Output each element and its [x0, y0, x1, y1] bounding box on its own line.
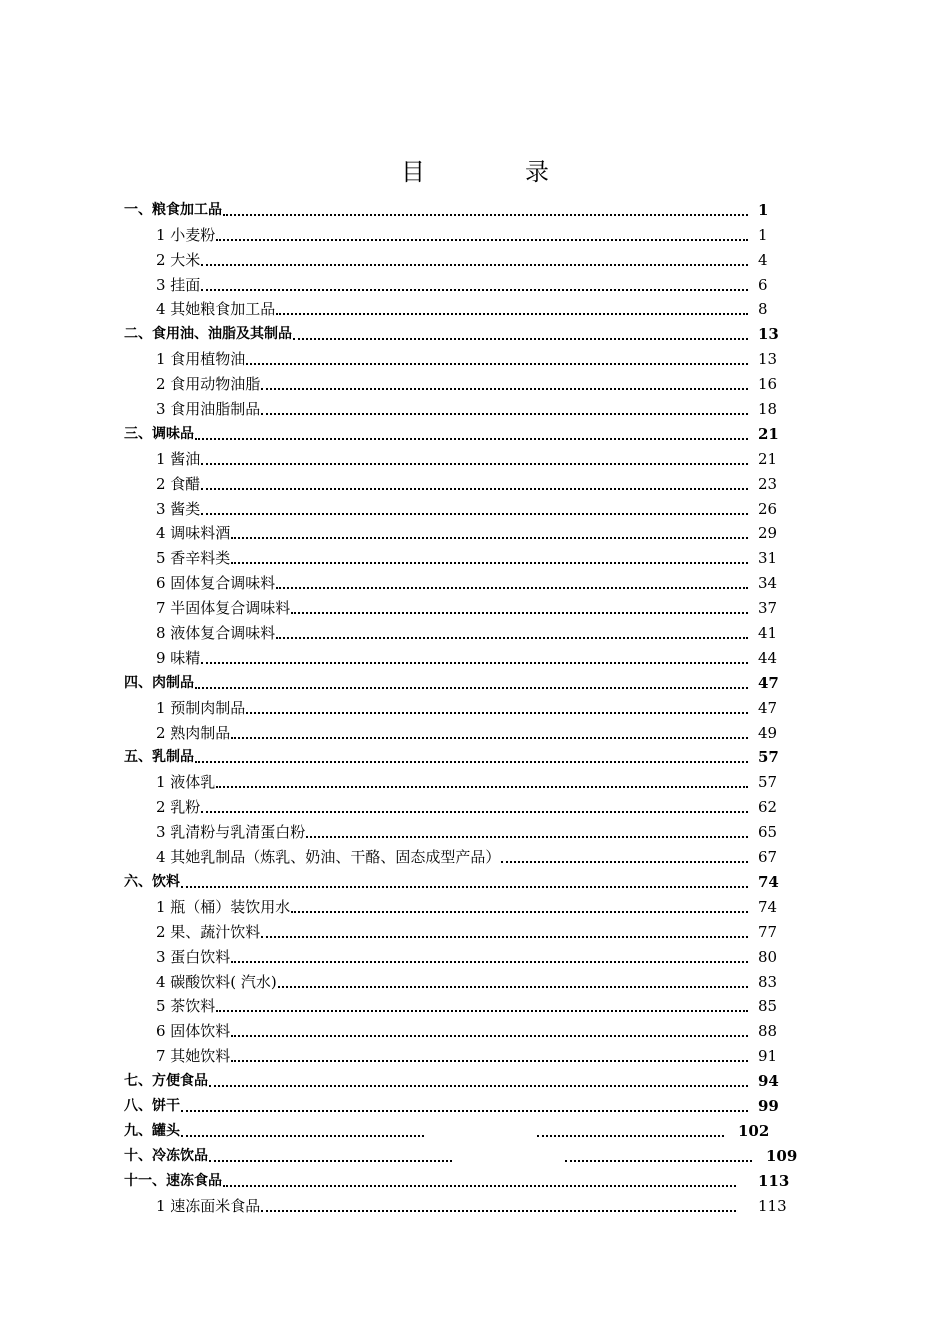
dot-leader — [201, 289, 748, 291]
toc-section-row[interactable] — [124, 219, 794, 244]
toc-page-number: 113 — [758, 1196, 787, 1215]
dot-leader — [181, 1135, 424, 1137]
toc-section-row[interactable] — [124, 966, 794, 991]
dot-leader — [216, 786, 748, 788]
toc-section-row[interactable] — [124, 791, 794, 816]
dot-leader — [201, 811, 748, 813]
toc-entry-label: 2 食醋 — [156, 474, 201, 493]
toc-chapter-row[interactable] — [124, 318, 794, 343]
toc-page-number: 57 — [758, 748, 779, 767]
toc-section-row[interactable] — [124, 443, 794, 468]
toc-page-number: 85 — [758, 997, 778, 1016]
toc-entry-label: 二、食用油、油脂及其制品 — [124, 326, 292, 343]
toc-page-number: 57 — [758, 773, 778, 792]
dot-leader — [261, 413, 748, 415]
toc-section-row[interactable] — [124, 368, 794, 393]
toc-chapter-row[interactable] — [124, 1165, 794, 1190]
toc-entry-label: 十一、速冻食品 — [124, 1172, 222, 1189]
toc-entry-label: 3 酱类 — [156, 499, 201, 518]
dot-leader — [223, 1185, 736, 1187]
toc-page-number: 13 — [758, 325, 779, 344]
toc-page-number: 74 — [758, 897, 778, 916]
dot-leader — [537, 1135, 724, 1137]
toc-chapter-row[interactable] — [124, 418, 794, 443]
toc-section-row[interactable] — [124, 468, 794, 493]
toc-entry-label: 6 固体复合调味料 — [156, 574, 276, 593]
toc-page-number: 62 — [758, 798, 778, 817]
toc-entry-label: 九、罐头 — [124, 1122, 180, 1139]
toc-entry-label: 2 大米 — [156, 250, 201, 269]
toc-entry-label: 1 液体乳 — [156, 773, 216, 792]
toc-entry-label: 8 液体复合调味料 — [156, 624, 276, 643]
dot-leader — [223, 214, 748, 216]
toc-page-number: 99 — [758, 1096, 779, 1115]
toc-page-number: 47 — [758, 673, 779, 692]
dot-leader — [216, 239, 748, 241]
dot-leader — [201, 662, 748, 664]
dot-leader — [293, 338, 748, 340]
toc-page-number: 83 — [758, 972, 778, 991]
dot-leader — [231, 1035, 748, 1037]
dot-leader — [306, 836, 748, 838]
toc-section-row[interactable] — [124, 717, 794, 742]
toc-page-number: 21 — [758, 424, 779, 443]
dot-leader — [195, 761, 748, 763]
dot-leader — [195, 687, 748, 689]
toc-entry-label: 5 茶饮料 — [156, 997, 216, 1016]
dot-leader — [261, 1210, 736, 1212]
toc-page-number: 26 — [758, 499, 778, 518]
toc-section-row[interactable] — [124, 567, 794, 592]
toc-page-number: 109 — [766, 1146, 798, 1165]
dot-leader — [246, 363, 748, 365]
toc-entry-label: 2 果、蔬汁饮料 — [156, 922, 261, 941]
toc-entry-label: 6 固体饮料 — [156, 1022, 231, 1041]
dot-leader — [278, 986, 748, 988]
toc-chapter-row[interactable] — [124, 742, 794, 767]
toc-entry-label: 4 其她粮食加工品 — [156, 300, 276, 319]
toc-page-number: 77 — [758, 922, 778, 941]
toc-page-number: 102 — [738, 1121, 770, 1140]
dot-leader — [201, 463, 748, 465]
toc-section-row[interactable] — [124, 816, 794, 841]
dot-leader — [565, 1160, 752, 1162]
toc-entry-label: 2 乳粉 — [156, 798, 201, 817]
toc-entry-label: 1 小麦粉 — [156, 225, 216, 244]
toc-page-number: 74 — [758, 872, 779, 891]
toc-section-row[interactable] — [124, 617, 794, 642]
toc-page-number: 37 — [758, 599, 778, 618]
toc-section-row[interactable] — [124, 841, 794, 866]
toc-page-number: 29 — [758, 524, 778, 543]
toc-entry-label: 1 预制肉制品 — [156, 698, 246, 717]
toc-page-number: 8 — [758, 300, 768, 319]
toc-page-number: 41 — [758, 624, 778, 643]
dot-leader — [231, 537, 748, 539]
toc-section-row[interactable] — [124, 592, 794, 617]
toc-chapter-row[interactable] — [124, 1115, 794, 1140]
toc-section-row[interactable] — [124, 518, 794, 543]
toc-entry-label: 9 味精 — [156, 648, 201, 667]
toc-page-number: 80 — [758, 947, 778, 966]
toc-entry-label: 3 挂面 — [156, 275, 201, 294]
toc-page-number: 18 — [758, 400, 778, 419]
toc-page-number: 6 — [758, 275, 768, 294]
toc-page-number: 34 — [758, 574, 778, 593]
toc-page-number: 1 — [758, 225, 768, 244]
toc-chapter-row[interactable] — [124, 1140, 798, 1165]
dot-leader — [501, 861, 748, 863]
toc-entry-label: 3 食用油脂制品 — [156, 400, 261, 419]
dot-leader — [195, 438, 748, 440]
dot-leader — [181, 886, 748, 888]
toc-page-number: 88 — [758, 1022, 778, 1041]
dot-leader — [231, 737, 748, 739]
toc-page-number: 21 — [758, 449, 778, 468]
toc-section-row[interactable] — [124, 891, 794, 916]
toc-section-row[interactable] — [124, 493, 794, 518]
toc-entry-label: 三、调味品 — [124, 425, 194, 442]
toc-entry-label: 2 食用动物油脂 — [156, 375, 261, 394]
dot-leader — [261, 936, 748, 938]
toc-page-number: 1 — [758, 200, 769, 219]
toc-page-number: 44 — [758, 648, 778, 667]
toc-entry-label: 十、冷冻饮品 — [124, 1147, 208, 1164]
toc-page-number: 4 — [758, 250, 768, 269]
toc-section-row[interactable] — [124, 766, 794, 791]
dot-leader — [291, 911, 748, 913]
dot-leader — [276, 587, 748, 589]
toc-entry-label: 五、乳制品 — [124, 749, 194, 766]
toc-entry-label: 7 半固体复合调味料 — [156, 599, 291, 618]
toc-section-row[interactable] — [124, 542, 794, 567]
dot-leader — [181, 1110, 748, 1112]
dot-leader — [209, 1160, 452, 1162]
toc-section-row[interactable] — [124, 991, 794, 1016]
toc-page-number: 67 — [758, 848, 778, 867]
toc-page-number: 13 — [758, 350, 778, 369]
dot-leader — [209, 1085, 748, 1087]
toc-entry-label: 7 其她饮料 — [156, 1047, 231, 1066]
toc-entry-label: 3 乳清粉与乳清蛋白粉 — [156, 823, 306, 842]
toc-section-row[interactable] — [124, 294, 794, 319]
toc-chapter-row[interactable] — [124, 667, 794, 692]
toc-chapter-row[interactable] — [124, 194, 794, 219]
toc-section-row[interactable] — [124, 642, 794, 667]
dot-leader — [231, 1060, 748, 1062]
toc-page-number: 94 — [758, 1072, 779, 1091]
toc-entry-label: 3 蛋白饮料 — [156, 947, 231, 966]
toc-section-row[interactable] — [124, 393, 794, 418]
toc-page-number: 47 — [758, 698, 778, 717]
toc-section-row[interactable] — [124, 1015, 794, 1040]
toc-section-row[interactable] — [124, 269, 794, 294]
dot-leader — [201, 488, 748, 490]
dot-leader — [246, 712, 748, 714]
toc-entry-label: 一、粮食加工品 — [124, 201, 222, 218]
toc-entry-label: 1 速冻面米食品 — [156, 1196, 261, 1215]
dot-leader — [291, 612, 748, 614]
dot-leader — [276, 313, 748, 315]
toc-entry-label: 4 调味料酒 — [156, 524, 231, 543]
toc-section-row[interactable] — [124, 692, 794, 717]
toc-entry-label: 1 酱油 — [156, 449, 201, 468]
toc-entry-label: 1 瓶（桶）装饮用水 — [156, 897, 291, 916]
toc-section-row[interactable] — [124, 1040, 794, 1065]
dot-leader — [231, 961, 748, 963]
toc-page-number: 31 — [758, 549, 778, 568]
dot-leader — [276, 637, 748, 639]
toc-section-row[interactable] — [124, 916, 794, 941]
dot-leader — [261, 388, 748, 390]
toc-entry-label: 2 熟肉制品 — [156, 723, 231, 742]
toc-chapter-row[interactable] — [124, 1090, 794, 1115]
toc-entry-label: 八、饼干 — [124, 1097, 180, 1114]
toc-page-number: 113 — [758, 1171, 790, 1190]
dot-leader — [201, 513, 748, 515]
dot-leader — [231, 562, 748, 564]
toc-section-row[interactable] — [124, 244, 794, 269]
page-title: 目 录 — [401, 158, 587, 186]
toc-entry-label: 4 碳酸饮料( 汽水) — [156, 972, 277, 991]
toc-entry-label: 六、饮料 — [124, 873, 180, 890]
dot-leader — [201, 264, 748, 266]
toc-page-number: 16 — [758, 375, 778, 394]
dot-leader — [216, 1010, 748, 1012]
toc-chapter-row[interactable] — [124, 866, 794, 891]
toc-entry-label: 七、方便食品 — [124, 1073, 208, 1090]
toc-chapter-row[interactable] — [124, 1065, 794, 1090]
toc-page-number: 49 — [758, 723, 778, 742]
toc-page-number: 91 — [758, 1047, 778, 1066]
toc-entry-label: 5 香辛料类 — [156, 549, 231, 568]
toc-page-number: 65 — [758, 823, 778, 842]
table-of-contents — [124, 194, 798, 1215]
toc-entry-label: 1 食用植物油 — [156, 350, 246, 369]
toc-section-row[interactable] — [124, 343, 794, 368]
toc-entry-label: 4 其她乳制品（炼乳、奶油、干酪、固态成型产品） — [156, 848, 501, 867]
toc-section-row[interactable] — [124, 1190, 794, 1215]
toc-section-row[interactable] — [124, 941, 794, 966]
toc-page-number: 23 — [758, 474, 778, 493]
toc-entry-label: 四、肉制品 — [124, 674, 194, 691]
